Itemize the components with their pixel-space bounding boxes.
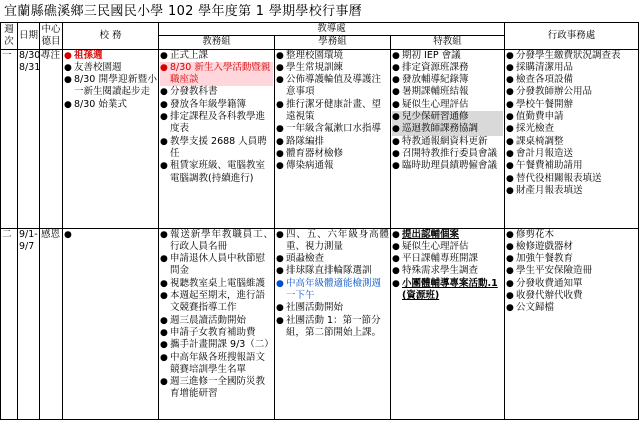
- list-item: ● 財產月報表填送: [506, 185, 637, 197]
- list-item: ● 友善校園週: [64, 62, 157, 74]
- list-item: ● 教學支援 2688 人員聘任: [160, 136, 273, 161]
- list-item: ● 發放各年級學籍簿: [160, 99, 273, 111]
- list-item: ● 分發收費通知單: [506, 278, 637, 290]
- list-item: ● 期初 IEP 會議: [392, 50, 503, 62]
- list-item: ● 社團活動開始: [276, 302, 389, 314]
- list-item: ● 推行潔牙健康計畫、望遠視策: [276, 99, 389, 124]
- center-cell: 專注: [40, 49, 63, 228]
- list-item: ● 申請退休人員中秋節慰問金: [160, 253, 273, 278]
- list-item: ● 分發學生繳費狀況調查表: [506, 50, 637, 62]
- list-item: ● 中高年級各班搜報語文競賽培訓學生名單: [160, 352, 273, 377]
- list-item: ● 檢查各項設備: [506, 74, 637, 86]
- student-cell: [275, 49, 391, 228]
- list-item: ● 排定資源班課務: [392, 62, 503, 74]
- admin-cell: [505, 49, 639, 228]
- list-item: ● 學校午餐開辦: [506, 99, 637, 111]
- list-item: ● 排定課程及各科教學進度表: [160, 111, 273, 136]
- list-item: ● 體育器材檢修: [276, 148, 389, 160]
- list-item: ● 疑似生心理評估: [392, 241, 503, 253]
- list-item: ● 臨時助理員績聘僱會議: [392, 160, 503, 172]
- list-item: ● 分發教科書: [160, 86, 273, 98]
- list-item: ● 替代役相關報表填送: [506, 173, 637, 185]
- academic-cell: [159, 228, 275, 419]
- list-item: ● 攜手計畫開課 9/3（二）: [160, 339, 273, 351]
- list-item: ● 排球隊直排輪隊選訓: [276, 265, 389, 277]
- date-cell: 8/30-8/31: [18, 49, 40, 228]
- list-item: ● 視聽教室桌上電腦維護: [160, 278, 273, 290]
- week-cell: 一: [1, 49, 18, 228]
- week-cell: 二: [1, 228, 18, 419]
- header-date: 日期: [18, 23, 40, 50]
- date-cell: 9/1-9/7: [18, 228, 40, 419]
- list-item: ● 加強午餐教育: [506, 253, 637, 265]
- special-cell: [391, 228, 505, 419]
- list-item: ● 租賃家班級、電腦教室電腦調教(持續進行): [160, 160, 273, 185]
- list-item: ● 學生平安保險造冊: [506, 265, 637, 277]
- list-item: ● 公文歸檔: [506, 302, 637, 314]
- list-item: ● 8/30 新生入學活動暨親職座談: [160, 62, 273, 87]
- list-item: ● 路隊編排: [276, 136, 389, 148]
- list-item: ● 收發代辦代收費: [506, 290, 637, 302]
- center-cell: 感恩: [40, 228, 63, 419]
- list-item: ● 特教通報網資料更新: [392, 136, 503, 148]
- list-item: ● 週三晨讀活動開始: [160, 315, 273, 327]
- header-student: 學務組: [275, 36, 391, 49]
- list-item: ● 修剪花木: [506, 229, 637, 241]
- list-item: ● 疑似生心理評估: [392, 99, 503, 111]
- list-item: ● 發放輔導紀錄簿: [392, 74, 503, 86]
- list-item: ● 暑期課輔班結報: [392, 86, 503, 98]
- list-item: ● 報送新學年教職員工、行政人員名冊: [160, 229, 273, 254]
- list-item: ● 一年級含氟漱口水指導: [276, 123, 389, 135]
- schedule-table: [0, 22, 639, 420]
- list-item: ● 週三進修一全國防災教育增能研習: [160, 376, 273, 401]
- list-item: ● 四、五、六年級身高體重、視力測量: [276, 229, 389, 254]
- list-item: ● 8/30 始業式: [64, 99, 157, 111]
- list-item: ● 社團活動 1：第一節分組，第二節開始上課。: [276, 315, 389, 340]
- academic-cell: [159, 49, 275, 228]
- list-item: ● 會計月報造送: [506, 148, 637, 160]
- list-item: ● 檢修遊戲器材: [506, 241, 637, 253]
- list-item: ● 提出認輔個案: [392, 229, 503, 241]
- header-affairs: 校 務: [63, 23, 159, 50]
- list-item: ● 平日課輔專班開課: [392, 253, 503, 265]
- student-cell: [275, 228, 391, 419]
- list-item: ● 值勤費申請: [506, 111, 637, 123]
- list-item: ● 祖孫週: [64, 50, 157, 62]
- list-item: ● 午餐費補助請用: [506, 160, 637, 172]
- list-item: ● 課桌椅調整: [506, 136, 637, 148]
- week-row: [1, 49, 639, 228]
- header-academic: 教務組: [159, 36, 275, 49]
- list-item: ● 8/30 開學迎新暨小一新生閱讀起步走: [64, 74, 157, 99]
- affairs-cell: [63, 228, 159, 419]
- admin-cell: [505, 228, 639, 419]
- list-item: ● 特殊需求學生調查: [392, 265, 503, 277]
- list-item: ● 兒少保研習通修: [392, 111, 503, 123]
- header-special: 特教組: [391, 36, 505, 49]
- header-week: 週次: [1, 23, 18, 50]
- list-item: ● 公佈導護輪值及導護注意事項: [276, 74, 389, 99]
- list-item: ● 本週起至期末，進行語文競賽指導工作: [160, 290, 273, 315]
- header-center: 中心德目: [40, 23, 63, 50]
- list-item: ● 召開特教推行委員會議: [392, 148, 503, 160]
- list-item: ● 傳染病通報: [276, 160, 389, 172]
- list-item: ● 頭蝨檢查: [276, 253, 389, 265]
- list-item: ● 小團體輔導專案活動.1(資源班): [392, 278, 503, 303]
- special-cell: [391, 49, 505, 228]
- list-item: ● 學生常規訓練: [276, 62, 389, 74]
- list-item: ● 採光檢查: [506, 123, 637, 135]
- week-row: [1, 228, 639, 419]
- header-teaching: 教導處: [159, 23, 505, 36]
- header-admin: 行政事務處: [505, 23, 639, 50]
- list-item: ● 採購清潔用品: [506, 62, 637, 74]
- list-item: ● 整理校園環境: [276, 50, 389, 62]
- page-title: 宜蘭縣礁溪鄉三民國民小學 102 學年度第 1 學期學校行事曆: [4, 4, 362, 19]
- list-item: ● 分發教師辦公用品: [506, 86, 637, 98]
- list-item: ● 巡迴教師課務協調: [392, 123, 503, 135]
- list-item: ● 正式上課: [160, 50, 273, 62]
- list-item: ● 申請子女教育補助費: [160, 327, 273, 339]
- affairs-cell: [63, 49, 159, 228]
- list-item: ● 中高年級體適能檢測週一下午: [276, 278, 389, 303]
- header-row-1: [1, 23, 639, 36]
